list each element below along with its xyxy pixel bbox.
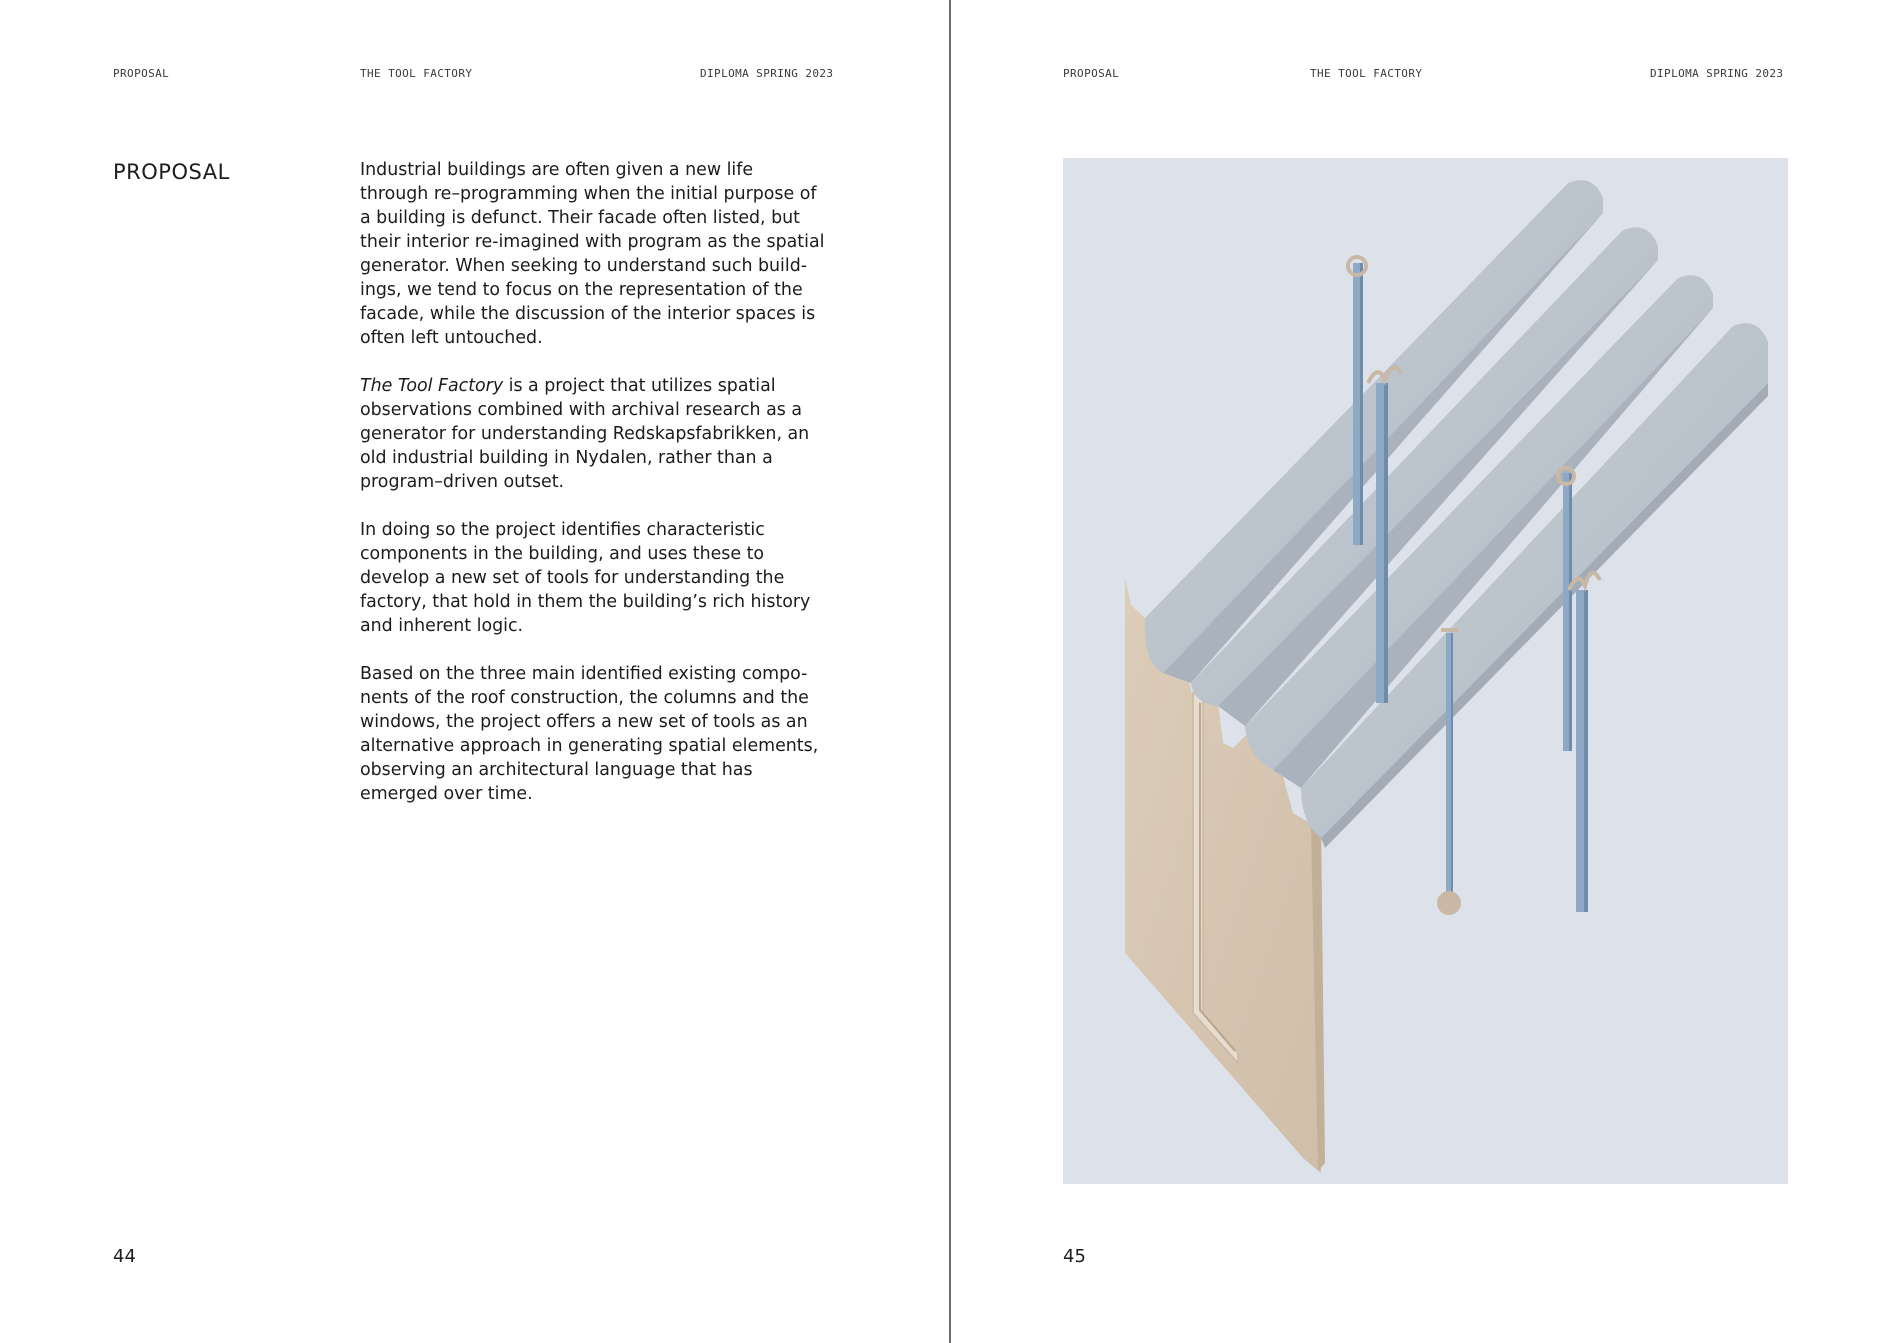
paragraph-line: factory, that hold in them the building’s rich history (360, 592, 811, 612)
page-number-left: 44 (113, 1246, 136, 1267)
section-title: PROPOSAL (113, 160, 230, 184)
paragraph-line: In doing so the project identifies characteristic (360, 520, 765, 540)
project-title-italic: The Tool Factory (360, 376, 504, 396)
paragraph-line: nents of the roof construction, the columns and the (360, 688, 809, 708)
paragraph-line: components in the building, and uses these to (360, 544, 765, 564)
isometric-drawing (1063, 158, 1788, 1184)
isometric-illustration (1063, 158, 1788, 1184)
paragraph-2 (360, 374, 844, 494)
header-edition-label: DIPLOMA SPRING 2023 (1650, 67, 1784, 80)
column-4 (1558, 468, 1574, 751)
paragraph-line: ings, we tend to focus on the representation of the (360, 280, 803, 300)
header-section-label: PROPOSAL (1063, 67, 1120, 80)
header-project-label: THE TOOL FACTORY (1310, 67, 1423, 80)
paragraph-line: develop a new set of tools for understanding the (360, 568, 785, 588)
paragraph-3 (360, 518, 844, 638)
paragraph-line: generator for understanding Redskapsfabrikken, an (360, 424, 810, 444)
paragraph-line: generator. When seeking to understand such build- (360, 256, 808, 276)
header-project-label: THE TOOL FACTORY (360, 67, 473, 80)
body-text (360, 158, 844, 830)
paragraph-1 (360, 158, 844, 350)
paragraph-line: and inherent logic. (360, 616, 524, 636)
paragraph-4 (360, 662, 844, 806)
paragraph-line: observing an architectural language that has (360, 760, 753, 780)
right-page (951, 0, 1900, 1343)
page-number-right: 45 (1063, 1246, 1086, 1267)
paragraph-line: their interior re-imagined with program as the spatial (360, 232, 825, 252)
header-edition-label: DIPLOMA SPRING 2023 (700, 67, 834, 80)
paragraph-line: alternative approach in generating spatial elements, (360, 736, 819, 756)
paragraph-line: emerged over time. (360, 784, 533, 804)
paragraph-line: old industrial building in Nydalen, rather than a (360, 448, 773, 468)
column-5 (1569, 573, 1600, 912)
paragraph-line: facade, while the discussion of the interior spaces is (360, 304, 816, 324)
paragraph-line: often left untouched. (360, 328, 543, 348)
paragraph-line: a building is defunct. Their facade often listed, but (360, 208, 800, 228)
paragraph-line: through re–programming when the initial purpose of (360, 184, 817, 204)
paragraph-line: observations combined with archival research as a (360, 400, 802, 420)
paragraph-line: Industrial buildings are often given a new life (360, 160, 754, 180)
header-section-label: PROPOSAL (113, 67, 170, 80)
paragraph-line: windows, the project offers a new set of tools as an (360, 712, 808, 732)
paragraph-line: program–driven outset. (360, 472, 565, 492)
paragraph-line: is a project that utilizes spatial (503, 376, 776, 396)
paragraph-line: Based on the three main identified existing compo- (360, 664, 808, 684)
